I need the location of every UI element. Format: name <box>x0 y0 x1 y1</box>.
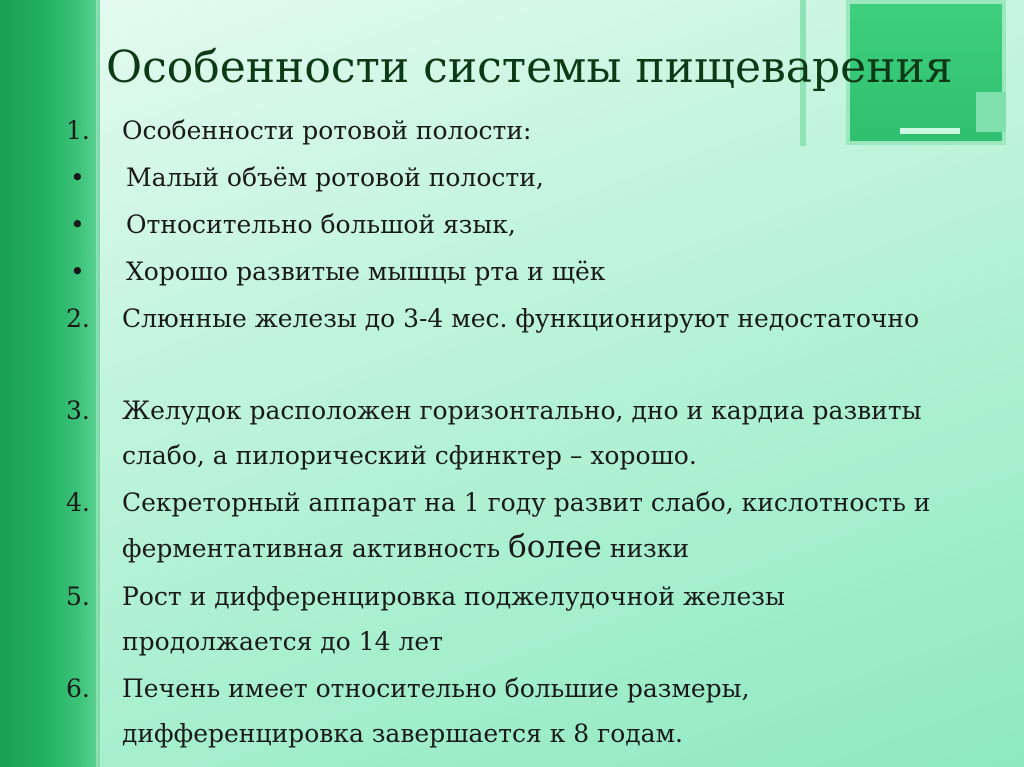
text-segment: низки <box>601 534 689 563</box>
slide-title: Особенности системы пищеварения <box>106 42 953 93</box>
emphasized-word: более <box>508 529 602 565</box>
list-item <box>62 155 962 200</box>
bullet-marker: • <box>70 163 85 192</box>
list-item-text: Относительно большой язык, <box>126 210 516 239</box>
list-item <box>62 388 962 478</box>
text-segment: Секреторный аппарат на 1 году развит слабо, кислотность и ферментативная активность <box>122 488 931 563</box>
list-item <box>62 666 962 756</box>
bullet-marker: • <box>70 210 85 239</box>
list-item <box>62 574 962 664</box>
list-marker: 1. <box>66 116 90 145</box>
list-item-text <box>122 480 962 572</box>
list-marker: 5. <box>66 582 90 611</box>
list-item <box>62 202 962 247</box>
slide-content-list <box>62 108 962 758</box>
top-right-decoration-inner <box>976 92 1006 132</box>
list-item <box>62 249 962 294</box>
list-item <box>62 296 962 386</box>
list-item-text: Желудок расположен горизонтально, дно и кардиа развиты слабо, а пилорический сфинктер – хорошо. <box>122 396 922 470</box>
list-item-text: Особенности ротовой полости: <box>122 116 532 145</box>
list-item-text: Печень имеет относительно большие размеры, дифференцировка завершается к 8 годам. <box>122 674 750 748</box>
list-item-text: Хорошо развитые мышцы рта и щёк <box>126 257 606 286</box>
list-item-text: Рост и дифференцировка поджелудочной железы продолжается до 14 лет <box>122 582 785 656</box>
list-marker: 6. <box>66 674 90 703</box>
list-item-text: Слюнные железы до 3-4 мес. функционируют недостаточно <box>122 304 920 333</box>
list-marker: 2. <box>66 304 90 333</box>
list-marker: 3. <box>66 396 90 425</box>
list-item <box>62 480 962 572</box>
list-item-text: Малый объём ротовой полости, <box>126 163 544 192</box>
list-marker: 4. <box>66 488 90 517</box>
bullet-marker: • <box>70 257 85 286</box>
list-item <box>62 108 962 153</box>
